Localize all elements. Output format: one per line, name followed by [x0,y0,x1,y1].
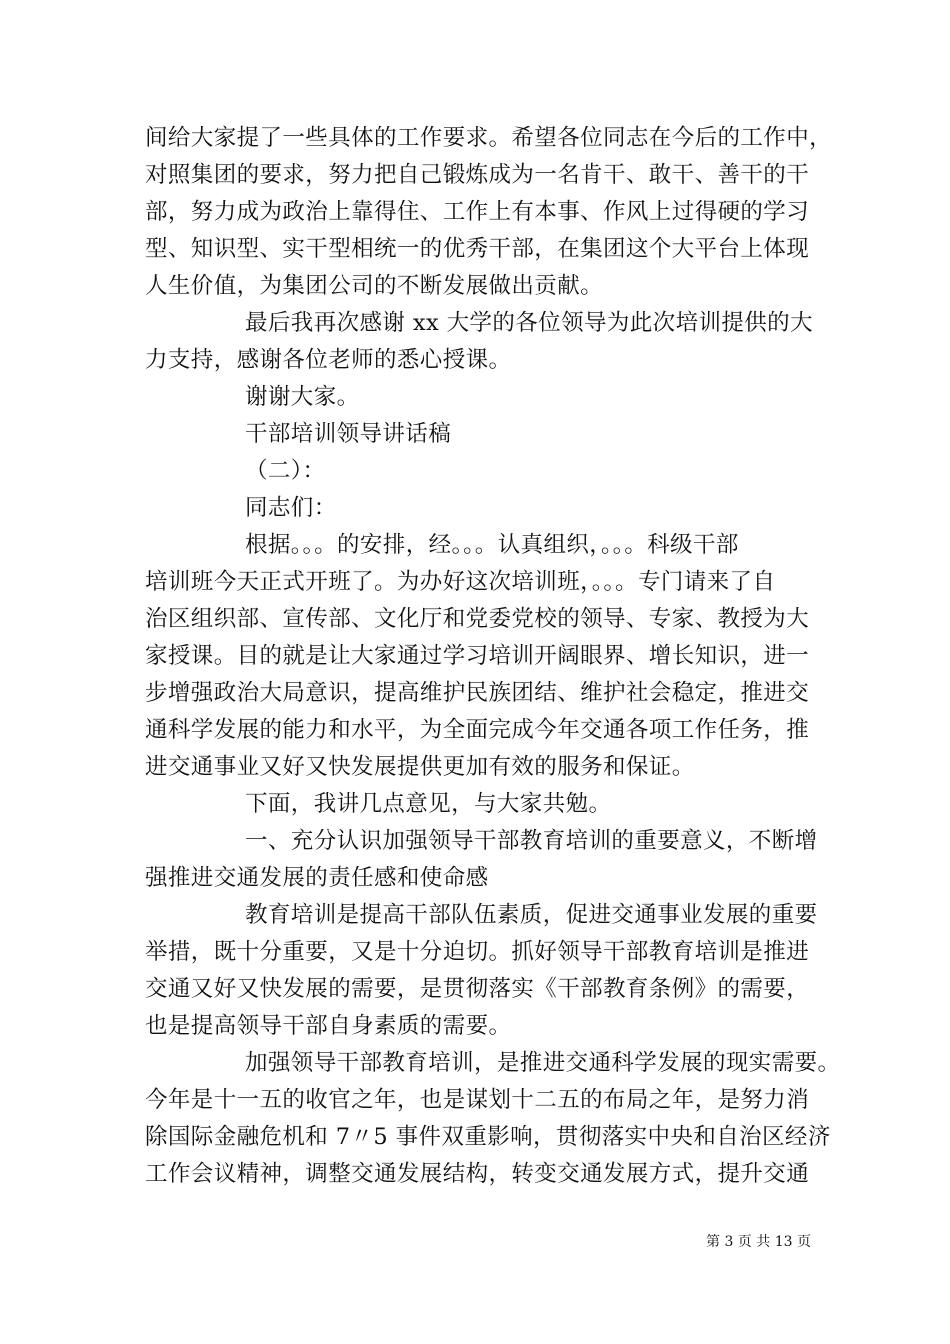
page-number-footer: 第 3 页 共 13 页 [706,1234,811,1250]
paragraph-first-line: 下面，我讲几点意见，与大家共勉。 [245,791,612,817]
section-title: 干部培训领导讲话稿 [245,421,452,447]
body-text-line: 培训班今天正式开班了。为办好这次培训班，。。。专门请来了自 [145,569,776,595]
body-text-line: 力支持，感谢各位老师的悉心授课。 [145,347,512,373]
body-text-line: 工作会议精神，调整交通发展结构，转变交通发展方式，提升交通 [145,1161,810,1187]
paragraph-first-line: 加强领导干部教育培训，是推进交通科学发展的现实需要。 [245,1050,841,1076]
body-text-line: 除国际金融危机和 7〃5 事件双重影响，贯彻落实中央和自治区经济 [145,1124,831,1150]
thanks-line: 谢谢大家。 [245,384,360,410]
body-text-line: 交通又好又快发展的需要，是贯彻落实《干部教育条例》的需要， [145,976,810,1002]
body-text-line: 家授课。目的就是让大家通过学习培训开阔眼界、增长知识，进一 [145,643,810,669]
salutation: 同志们： [245,495,337,521]
body-text-line: 治区组织部、宣传部、文化厅和党委党校的领导、专家、教授为大 [145,606,810,632]
body-text-line: 通科学发展的能力和水平，为全面完成今年交通各项工作任务，推 [145,717,810,743]
section-subtitle: （二）： [245,458,326,484]
body-text-line: 间给大家提了一些具体的工作要求。希望各位同志在今后的工作中， [145,125,833,151]
body-text-line: 部，努力成为政治上靠得住、工作上有本事、作风上过得硬的学习 [145,199,810,225]
body-text-line: 举措，既十分重要，又是十分迫切。抓好领导干部教育培训是推进 [145,939,810,965]
body-text-line: 步增强政治大局意识，提高维护民族团结、维护社会稳定，推进交 [145,680,810,706]
heading-line: 强推进交通发展的责任感和使命感 [145,865,489,891]
body-text-line: 进交通事业又好又快发展提供更加有效的服务和保证。 [145,754,695,780]
body-text-line: 今年是十一五的收官之年，也是谋划十二五的布局之年，是努力消 [145,1087,810,1113]
body-text-line: 对照集团的要求，努力把自己锻炼成为一名肯干、敢干、善干的干 [145,162,810,188]
paragraph-first-line: 根据。。。的安排，经。。。认真组织，。。。科级干部 [245,532,739,558]
body-text-line: 人生价值，为集团公司的不断发展做出贡献。 [145,273,604,299]
paragraph-first-line: 教育培训是提高干部队伍素质，促进交通事业发展的重要 [245,902,818,928]
body-text-line: 也是提高领导干部自身素质的需要。 [145,1013,512,1039]
heading-line: 一、充分认识加强领导干部教育培训的重要意义，不断增 [245,828,818,854]
body-text-line: 型、知识型、实干型相统一的优秀干部，在集团这个大平台上体现 [145,236,810,262]
paragraph-first-line: 最后我再次感谢 xx 大学的各位领导为此次培训提供的大 [245,310,813,336]
